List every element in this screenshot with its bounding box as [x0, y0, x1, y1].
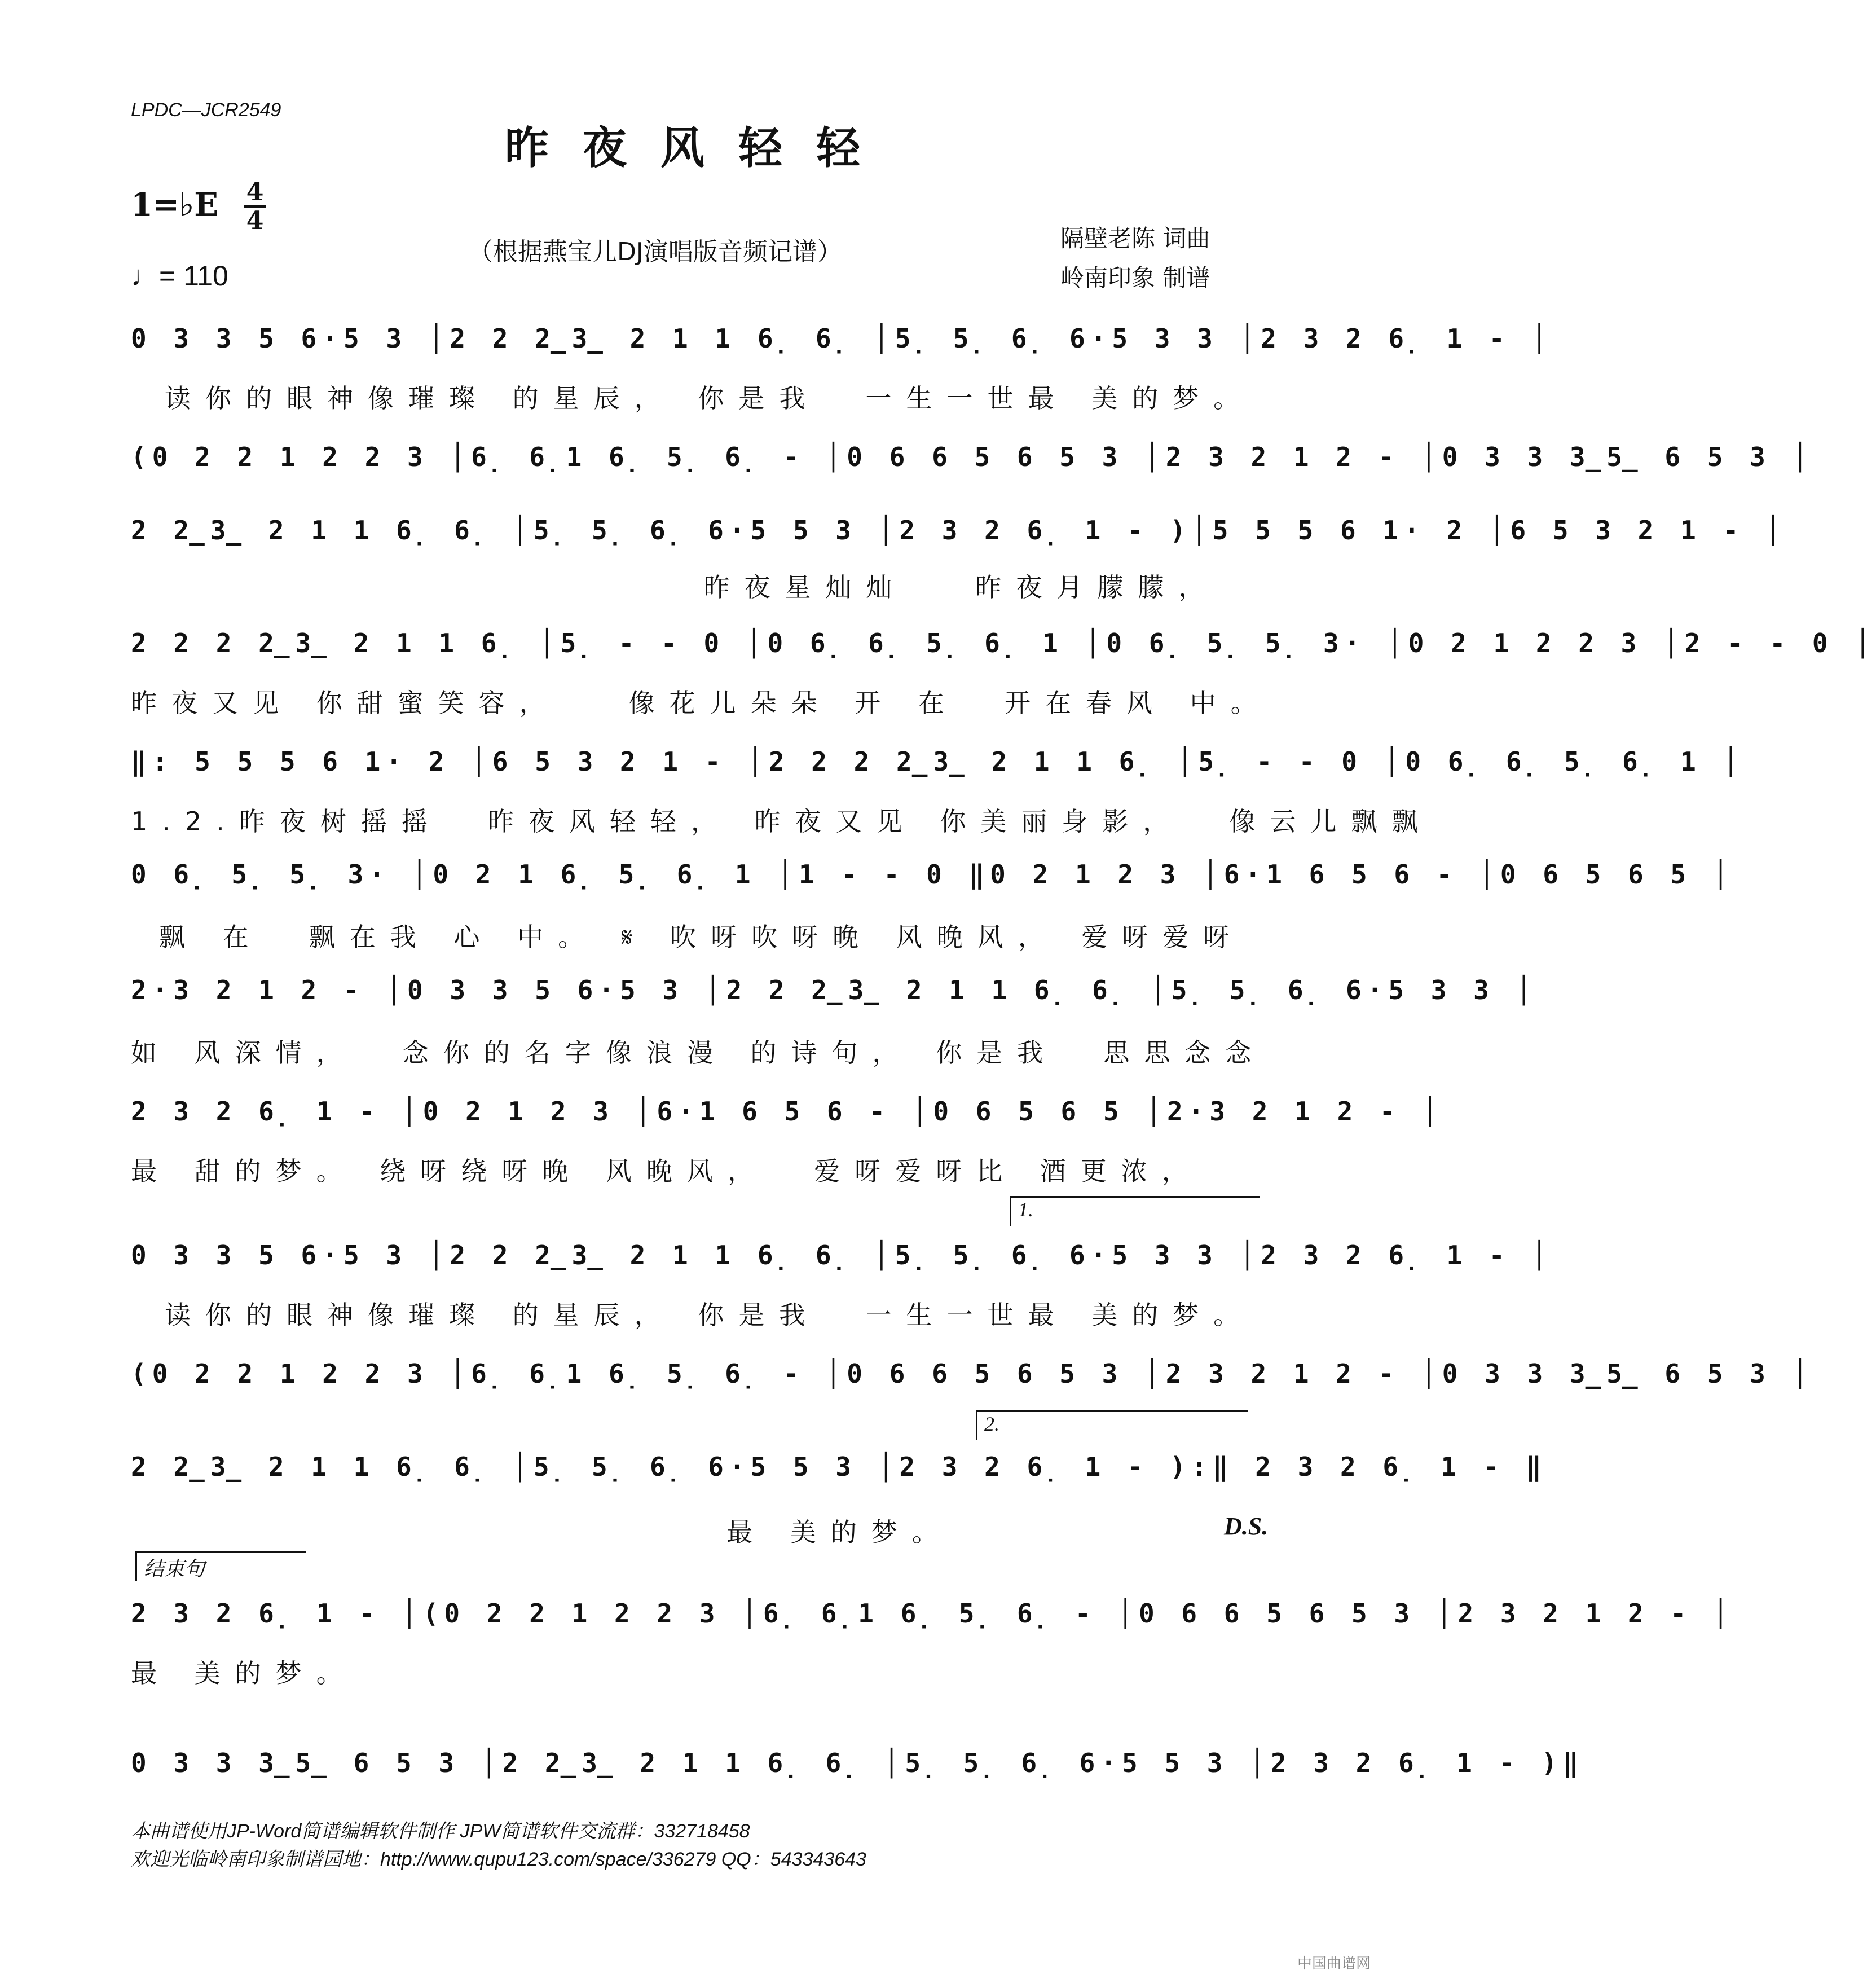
credit-transcriber: 岭南印象 制谱 [1060, 264, 1210, 292]
lyric-line: 1.2.昨夜树摇摇 昨夜风轻轻， 昨夜又见 你美丽身影， 像云儿飘飘 [131, 806, 1433, 837]
footer-software-note: 本曲谱使用JP-Word简谱编辑软件制作 JPW简谱软件交流群：332718458 [131, 1820, 750, 1842]
notation-line: 2 3 2 6̣ 1 - │(0 2 2 1 2 2 3 │6̣ 6̣1 6̣ 5̣ 6̣ - │0 6 6 5 6 5 3 │2 3 2 1 2 - │ [131, 1598, 1734, 1629]
notation-line: ‖: 5 5 5 6 1· 2 │6 5 3 2 1 - │2 2 2 2̲3̲ 2 1 1 6̣ │5̣ - - 0 │0 6̣ 6̣ 5̣ 6̣ 1 │ [131, 746, 1745, 777]
volta-second-ending [976, 1410, 1248, 1440]
volta-2-label: 2. [984, 1413, 999, 1435]
lyric-line: 昨夜又见 你甜蜜笑容， 像花儿朵朵 开 在 开在春风 中。 [131, 688, 1271, 718]
lyric-line: 读你的眼神像璀璨 的星辰， 你是我 一生一世最 美的梦。 [165, 383, 1254, 414]
lyric-line: 读你的眼神像璀璨 的星辰， 你是我 一生一世最 美的梦。 [165, 1300, 1254, 1330]
notation-line: 2 3 2 6̣ 1 - │0 2 1 2 3 │6·1 6 5 6 - │0 6 5 6 5 │2·3 2 1 2 - │ [131, 1096, 1444, 1127]
watermark: 中国曲谱网 [1297, 1955, 1371, 1972]
notation-line: (0 2 2 1 2 2 3 │6̣ 6̣1 6̣ 5̣ 6̣ - │0 6 6 5 6 5 3 │2 3 2 1 2 - │0 3 3 3̲5̲ 6 5 3 │ [131, 1358, 1814, 1389]
volta-first-ending [1010, 1196, 1260, 1226]
lyric-line: 最 美的梦。 [131, 1658, 357, 1688]
coda-bracket [135, 1551, 306, 1581]
lyric-line: 飘 在 飘在我 心 中。 𝄋 吹呀吹呀晚 风晚风， 爱呀爱呀 [159, 922, 1244, 952]
coda-label: 结束句 [144, 1558, 205, 1580]
notation-line: (0 2 2 1 2 2 3 │6̣ 6̣1 6̣ 5̣ 6̣ - │0 6 6 5 6 5 3 │2 3 2 1 2 - │0 3 3 3̲5̲ 6 5 3 │ [131, 442, 1814, 472]
key-signature: 1=♭E [131, 186, 218, 223]
notation-line: 2 2̲3̲ 2 1 1 6̣ 6̣ │5̣ 5̣ 6̣ 6·5 5 3 │2 3 2 6̣ 1 - ):‖ 2 3 2 6̣ 1 - ‖ [131, 1452, 1547, 1482]
notation-line: 0 3 3 5 6·5 3 │2 2 2̲3̲ 2 1 1 6̣ 6̣ │5̣ 5̣ 6̣ 6·5 3 3 │2 3 2 6̣ 1 - │ [131, 323, 1553, 354]
score-code: LPDC—JCR2549 [131, 99, 281, 121]
notation-line: 2 2̲3̲ 2 1 1 6̣ 6̣ │5̣ 5̣ 6̣ 6·5 5 3 │2 3 2 6̣ 1 - )│5 5 5 6 1· 2 │6 5 3 2 1 - │ [131, 515, 1787, 546]
lyric-line: 如 风深情， 念你的名字像浪漫 的诗句， 你是我 思思念念 [131, 1037, 1266, 1068]
lyric-line: 昨夜星灿灿 昨夜月朦朦， [131, 572, 1219, 603]
notation-line: 0 6̣ 5̣ 5̣ 3· │0 2 1 6̣ 5̣ 6̣ 1 │1 - - 0 ‖0 2 1 2 3 │6·1 6 5 6 - │0 6 5 6 5 │ [131, 859, 1734, 890]
song-title: 昨夜风轻轻 [504, 122, 894, 174]
lyric-line: 最 美的梦。 [131, 1517, 953, 1547]
tempo-marking: ♩= 110 [131, 260, 228, 292]
volta-1-label: 1. [1018, 1198, 1033, 1221]
lyric-line: 最 甜的梦。 绕呀绕呀晚 风晚风， 爱呀爱呀比 酒更浓， [131, 1156, 1203, 1186]
notation-line: 0 3 3 5 6·5 3 │2 2 2̲3̲ 2 1 1 6̣ 6̣ │5̣ 5̣ 6̣ 6·5 3 3 │2 3 2 6̣ 1 - │ [131, 1240, 1553, 1270]
source-note: （根据燕宝儿DJ演唱版音频记谱） [468, 238, 842, 266]
notation-line: 0 3 3 3̲5̲ 6 5 3 │2 2̲3̲ 2 1 1 6̣ 6̣ │5̣ 5̣ 6̣ 6·5 5 3 │2 3 2 6̣ 1 - )‖ [131, 1748, 1584, 1778]
dal-segno-mark: D.S. [1224, 1512, 1269, 1540]
time-signature [244, 179, 266, 234]
meter-bottom: 4 [246, 206, 264, 235]
notation-line: 2·3 2 1 2 - │0 3 3 5 6·5 3 │2 2 2̲3̲ 2 1 1 6̣ 6̣ │5̣ 5̣ 6̣ 6·5 3 3 │ [131, 975, 1538, 1005]
credit-lyricist-composer: 隔壁老陈 词曲 [1060, 225, 1210, 252]
notation-line: 2 2 2 2̲3̲ 2 1 1 6̣ │5̣ - - 0 │0 6̣ 6̣ 5̣ 6̣ 1 │0 6̣ 5̣ 5̣ 3· │0 2 1 2 2 3 │2 - - 0 │ [131, 628, 1876, 658]
footer-website-note: 欢迎光临岭南印象制谱园地：http://www.qupu123.com/space/336279 QQ：543343643 [131, 1849, 866, 1870]
meter-top: 4 [246, 178, 264, 206]
